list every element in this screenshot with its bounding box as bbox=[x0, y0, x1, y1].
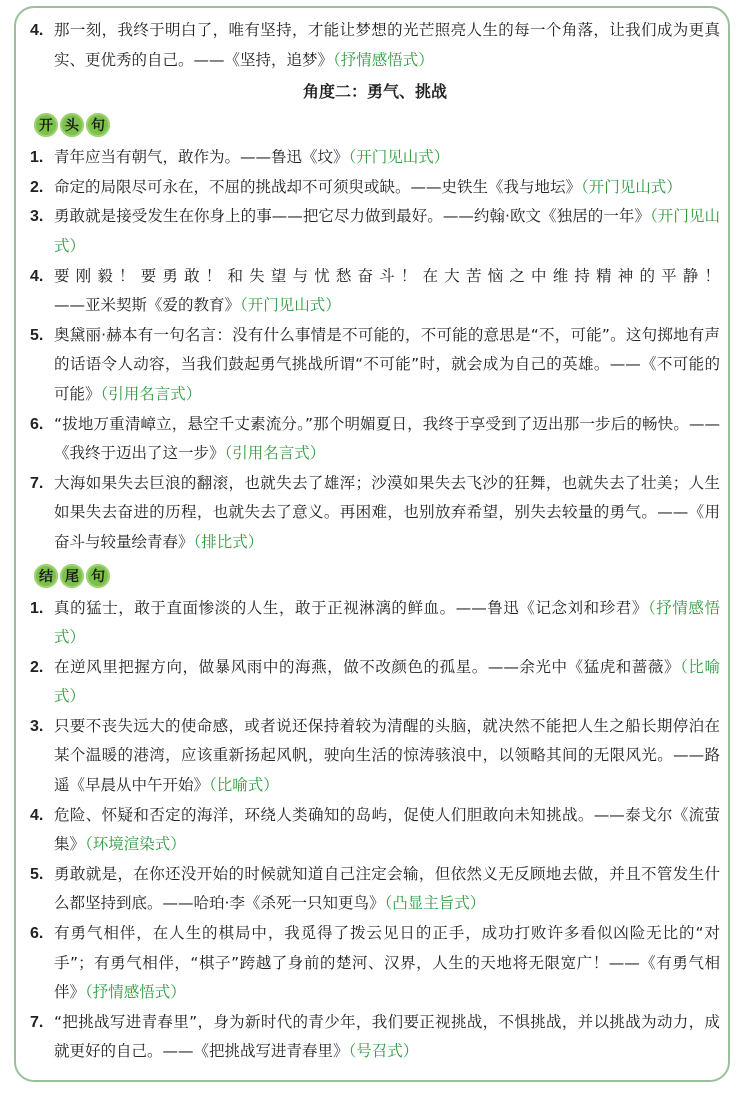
item-number: 7. bbox=[30, 474, 44, 492]
opening-section-header bbox=[34, 109, 720, 141]
item-source: ——《有勇气相伴》 bbox=[54, 953, 720, 1002]
list-item bbox=[30, 143, 720, 173]
item-type: （抒情感悟式） bbox=[85, 983, 186, 1002]
closing-list bbox=[30, 594, 720, 1068]
closing-section-header bbox=[34, 560, 720, 592]
item-number: 6. bbox=[30, 415, 44, 433]
section-badge: 开 bbox=[34, 113, 58, 137]
item-type: （开门见山式） bbox=[581, 177, 682, 196]
item-source: ——史铁生《我与地坛》 bbox=[410, 177, 582, 196]
item-source: ——路遥《早晨从中午开始》 bbox=[54, 746, 720, 795]
list-item bbox=[30, 1008, 720, 1067]
list-item bbox=[30, 410, 720, 469]
item-text: 勇敢就是接受发生在你身上的事——把它尽力做到最好。——约翰·欧文《独居的一年》（开门见山式） bbox=[54, 207, 720, 255]
list-item bbox=[30, 262, 720, 321]
item-source: ——《我终于迈出了这一步》 bbox=[54, 414, 720, 463]
item-source: ——《不可能的可能》 bbox=[54, 355, 720, 403]
item-text: 那一刻，我终于明白了，唯有坚持，才能让梦想的光芒照亮人生的每一个角落，让我们成为更真实、更优秀的自己。——《坚持，追梦》（抒情感悟式） bbox=[54, 21, 720, 69]
item-type: （开门见山式） bbox=[348, 148, 450, 167]
item-text: 在逆风里把握方向，做暴风雨中的海燕，做不改颜色的孤星。——余光中《猛虎和蔷薇》（比喻式） bbox=[54, 657, 720, 706]
item-type: （排比式） bbox=[193, 532, 264, 551]
item-type: （抒情感悟式） bbox=[333, 50, 434, 69]
item-number: 2. bbox=[30, 658, 44, 676]
item-text: 命定的局限尽可永在，不屈的挑战却不可须臾或缺。——史铁生《我与地坛》（开门见山式） bbox=[54, 177, 682, 196]
list-item bbox=[30, 919, 720, 1008]
list-item bbox=[30, 202, 720, 261]
item-text: 要刚毅！要勇敢！和失望与忧愁奋斗！在大苦恼之中维持精神的平静！——亚米契斯《爱的教育》（开门见山式） bbox=[54, 266, 720, 315]
item-text: 只要不丧失远大的使命感，或者说还保持着较为清醒的头脑，就决然不能把人生之船长期停泊在某个温暖的港湾，应该重新扬起风帆，驶向生活的惊涛骇浪中，以领略其间的无限风光。——路遥《早晨从中午开始》（比喻式） bbox=[54, 716, 720, 795]
item-type: （抒情感悟式） bbox=[54, 598, 720, 647]
section-badge: 句 bbox=[86, 113, 110, 137]
list-item bbox=[30, 173, 720, 203]
item-number: 2. bbox=[30, 178, 44, 196]
item-source: ——《坚持，追梦》 bbox=[193, 50, 334, 69]
item-number: 3. bbox=[30, 717, 44, 735]
item-source: ——鲁迅《记念刘和珍君》 bbox=[455, 598, 648, 617]
item-text: 大海如果失去巨浪的翻滚，也就失去了雄浑；沙漠如果失去飞沙的狂舞，也就失去了壮美；人生如果失去奋进的历程，也就失去了意义。再困难，也别放弃希望，别失去较量的勇气。——《用奋斗与较量绘青春》（排比式） bbox=[54, 473, 720, 551]
item-source: ——约翰·欧文《独居的一年》 bbox=[442, 207, 650, 226]
section-badge: 结 bbox=[34, 564, 58, 588]
item-number: 3. bbox=[30, 208, 44, 226]
list-item bbox=[30, 801, 720, 860]
item-source: ——余光中《猛虎和蔷薇》 bbox=[487, 657, 681, 676]
item-text: 危险、怀疑和否定的海洋，环绕人类确知的岛屿，促使人们胆敢向未知挑战。——泰戈尔《流萤集》（环境渲染式） bbox=[54, 805, 720, 854]
item-number: 5. bbox=[30, 326, 44, 344]
list-item bbox=[30, 712, 720, 801]
item-type: （引用名言式） bbox=[224, 444, 326, 463]
item-source: ——鲁迅《坟》 bbox=[240, 148, 349, 167]
list-item bbox=[30, 860, 720, 919]
list-item bbox=[30, 16, 720, 75]
item-source: ——《把挑战写进青春里》 bbox=[162, 1042, 349, 1061]
document-body bbox=[30, 16, 720, 1067]
item-number: 4. bbox=[30, 267, 44, 285]
item-text: 青年应当有朝气，敢作为。——鲁迅《坟》（开门见山式） bbox=[54, 148, 450, 167]
item-number: 4. bbox=[30, 22, 44, 39]
opening-list bbox=[30, 143, 720, 557]
item-number: 6. bbox=[30, 925, 44, 943]
item-text: 有勇气相伴，在人生的棋局中，我觅得了拨云见日的正手，成功打败许多看似凶险无比的“对手”；有勇气相伴，“棋子”跨越了身前的楚河、汉界，人生的天地将无限宽广！——《有勇气相伴》（抒情感悟式） bbox=[54, 924, 720, 1002]
item-source: ——《用奋斗与较量绘青春》 bbox=[54, 503, 720, 551]
item-source: ——哈珀·李《杀死一只知更鸟》 bbox=[162, 894, 385, 913]
list-item bbox=[30, 653, 720, 712]
item-type: （开门见山式） bbox=[240, 296, 341, 315]
item-source: ——泰戈尔《流萤集》 bbox=[54, 805, 720, 854]
item-text: “拔地万重清嶂立，悬空千丈素流分。”那个明媚夏日，我终于享受到了迈出那一步后的畅快。——《我终于迈出了这一步》（引用名言式） bbox=[54, 414, 720, 463]
item-number: 1. bbox=[30, 599, 44, 617]
item-type: （环境渲染式） bbox=[85, 835, 186, 854]
item-type: （比喻式） bbox=[54, 657, 720, 706]
list-item bbox=[30, 469, 720, 558]
angle-title: 角度二：勇气、挑战 bbox=[302, 82, 447, 102]
item-number: 1. bbox=[30, 149, 44, 167]
item-number: 5. bbox=[30, 865, 44, 883]
item-number: 4. bbox=[30, 806, 44, 824]
item-text: 奥黛丽·赫本有一句名言：没有什么事情是不可能的，不可能的意思是“不，可能”。这句掷地有声的话语令人动容，当我们鼓起勇气挑战所谓“不可能”时，就会成为自己的英雄。——《不可能的可能》（引用名言式） bbox=[54, 325, 720, 403]
item-type: （号召式） bbox=[348, 1042, 419, 1061]
section-badge: 尾 bbox=[60, 564, 84, 588]
item-type: （开门见山式） bbox=[54, 207, 720, 255]
item-type: （凸显主旨式） bbox=[384, 894, 486, 913]
item-type: （比喻式） bbox=[209, 776, 279, 795]
item-source: ——亚米契斯《爱的教育》 bbox=[54, 296, 241, 315]
item-text: “把挑战写进青春里”，身为新时代的青少年，我们要正视挑战，不惧挑战，并以挑战为动力，成就更好的自己。——《把挑战写进青春里》（号召式） bbox=[54, 1012, 720, 1061]
item-type: （引用名言式） bbox=[100, 384, 202, 403]
section-badge: 头 bbox=[60, 113, 84, 137]
list-item bbox=[30, 321, 720, 410]
item-text: 真的猛士，敢于直面惨淡的人生，敢于正视淋漓的鲜血。——鲁迅《记念刘和珍君》（抒情感悟式） bbox=[54, 598, 720, 647]
list-item bbox=[30, 594, 720, 653]
item-text: 勇敢就是，在你还没开始的时候就知道自己注定会输，但依然义无反顾地去做，并且不管发生什么都坚持到底。——哈珀·李《杀死一只知更鸟》（凸显主旨式） bbox=[54, 864, 720, 913]
item-number: 7. bbox=[30, 1013, 44, 1031]
section-badge: 句 bbox=[86, 564, 110, 588]
